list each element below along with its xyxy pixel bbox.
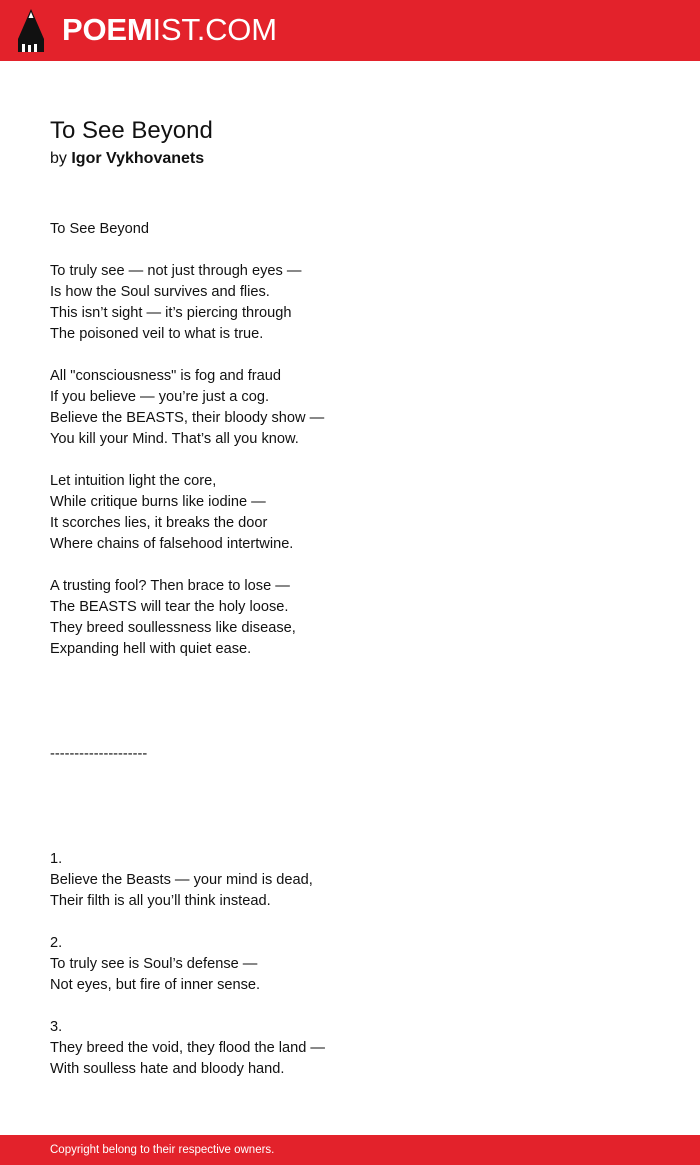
- site-header: [0, 0, 700, 61]
- poem-byline: [50, 149, 204, 169]
- poem-title: To See Beyond: [50, 117, 213, 144]
- logo-text-strong: POEM: [62, 12, 153, 47]
- site-logo[interactable]: [62, 12, 277, 48]
- pencil-logo-icon[interactable]: [18, 9, 44, 52]
- logo-text-light: IST.COM: [152, 12, 277, 47]
- site-footer: [0, 1135, 700, 1165]
- by-label: by: [50, 150, 67, 167]
- poem-body: To See Beyond To truly see — not just through eyes — Is how the Soul survives and flies. This isn’t sight — it’s piercing through The poisoned veil to what is true. All "consciousness" is fog and fraud If you believe — you’re just a cog. Believe the BEASTS, their bloody show — You kill your Mind. That’s all you know. Let intuition light the core, While critique burns like iodine — It scorches lies, it breaks the door Where chains of falsehood intertwine. A trusting fool? Then brace to lose — The BEASTS will tear the holy loose. They breed soullessness like disease, Expanding hell with quiet ease. -------------------- 1. Believe the Beasts — your mind is dead, Their filth is all you’ll think instead. 2. To truly see is Soul’s defense — Not eyes, but fire of inner sense. 3. They breed the void, they flood the land — With soulless hate and bloody hand.: [50, 221, 326, 1077]
- poem-author: Igor Vykhovanets: [71, 150, 205, 167]
- footer-copyright: Copyright belong to their respective owners.: [50, 1144, 275, 1156]
